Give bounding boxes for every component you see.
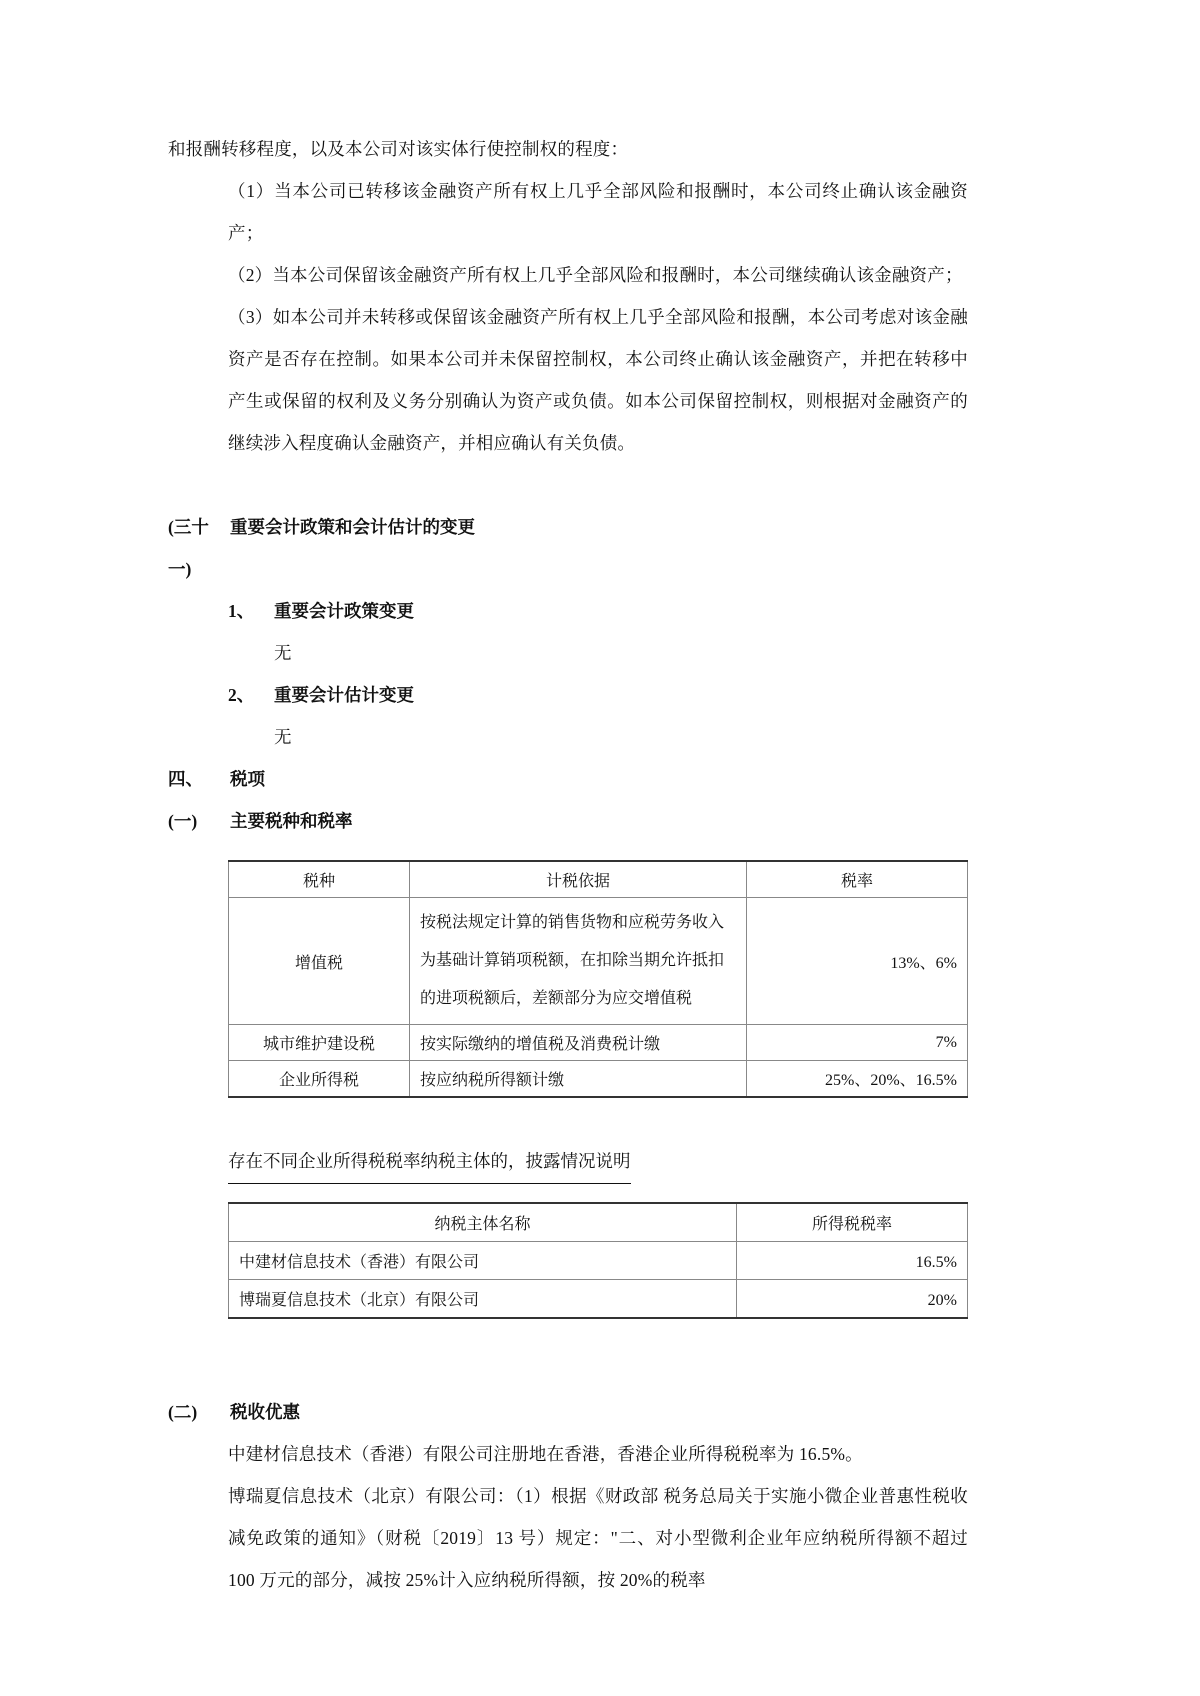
section-two-paragraph-1: 中建材信息技术（香港）有限公司注册地在香港，香港企业所得税税率为 16.5%。 (228, 1444, 863, 1464)
th-basis: 计税依据 (410, 861, 747, 898)
section-two-title: 税收优惠 (230, 1402, 300, 1422)
spacer (168, 464, 968, 506)
section-31-number: (三十一) (168, 517, 209, 579)
section-two-heading (168, 1391, 968, 1433)
tax-rate-table (228, 860, 968, 1098)
cell-basis: 按应纳税所得额计缴 (410, 1061, 747, 1098)
cell-rate: 13%、6% (747, 898, 968, 1025)
section-four-number: 四、 (168, 769, 203, 789)
disclosure-note: 存在不同企业所得税税率纳税主体的，披露情况说明 (228, 1140, 631, 1184)
list-item-3: （3）如本公司并未转移或保留该金融资产所有权上几乎全部风险和报酬，本公司考虑对该金融资产是否存在控制。如果本公司并未保留控制权，本公司终止确认该金融资产，并把在转移中产生或保留的权利及义务分别确认为资产或负债。如本公司保留控制权，则根据对金融资产的继续涉入程度确认金融资产，并相应确认有关负债。 (228, 307, 968, 453)
spacer (168, 1098, 968, 1140)
cell-rate: 7% (747, 1025, 968, 1061)
table-row (229, 1242, 968, 1280)
intro-paragraph: 和报酬转移程度，以及本公司对该实体行使控制权的程度： (168, 139, 629, 159)
table-header-row (229, 1203, 968, 1242)
tax-subject-table (228, 1202, 968, 1319)
section-31-sub-2-title: 重要会计估计变更 (274, 685, 414, 705)
section-31-title: 重要会计政策和会计估计的变更 (230, 517, 475, 537)
th-income-tax-rate: 所得税税率 (737, 1203, 968, 1242)
list-item-1: （1）当本公司已转移该金融资产所有权上几乎全部风险和报酬时，本公司终止确认该金融资产； (228, 181, 968, 243)
cell-income-tax-rate: 20% (737, 1280, 968, 1319)
section-one-title: 主要税种和税率 (230, 811, 353, 831)
cell-tax-type: 企业所得税 (229, 1061, 410, 1098)
cell-basis: 按税法规定计算的销售货物和应税劳务收入为基础计算销项税额，在扣除当期允许抵扣的进项税额后，差额部分为应交增值税 (410, 898, 747, 1025)
cell-basis: 按实际缴纳的增值税及消费税计缴 (410, 1025, 747, 1061)
table-row (229, 1061, 968, 1098)
section-four-heading (168, 758, 968, 800)
disclosure-note-wrap (168, 1140, 968, 1184)
table-row (229, 1025, 968, 1061)
spacer (168, 1361, 968, 1391)
cell-rate: 25%、20%、16.5% (747, 1061, 968, 1098)
table-row (229, 898, 968, 1025)
cell-subject-name: 中建材信息技术（香港）有限公司 (229, 1242, 737, 1280)
spacer (168, 842, 968, 860)
th-subject-name: 纳税主体名称 (229, 1203, 737, 1242)
section-two-number: (二) (168, 1402, 198, 1422)
cell-subject-name: 博瑞夏信息技术（北京）有限公司 (229, 1280, 737, 1319)
cell-tax-type: 增值税 (229, 898, 410, 1025)
document-body (168, 128, 968, 1601)
section-31-sub-1-number: 1、 (228, 601, 255, 621)
section-31-sub-2-heading (228, 674, 968, 716)
section-31-sub-2-content: 无 (274, 727, 292, 747)
table-row (229, 1280, 968, 1319)
section-31-heading (168, 506, 968, 590)
section-one-heading (168, 800, 968, 842)
th-tax-type: 税种 (229, 861, 410, 898)
section-four-title: 税项 (230, 769, 265, 789)
section-31-sub-1-heading (228, 590, 968, 632)
section-31-sub-1-content: 无 (274, 643, 292, 663)
cell-income-tax-rate: 16.5% (737, 1242, 968, 1280)
list-item-2: （2）当本公司保留该金融资产所有权上几乎全部风险和报酬时，本公司继续确认该金融资产； (228, 265, 963, 285)
section-31-sub-2-number: 2、 (228, 685, 255, 705)
section-31-sub-1-title: 重要会计政策变更 (274, 601, 414, 621)
section-two-paragraph-2: 博瑞夏信息技术（北京）有限公司：（1）根据《财政部 税务总局关于实施小微企业普惠性税收减免政策的通知》（财税〔2019〕13 号）规定："二、对小型微利企业年应纳税所得额不超过 100 万元的部分，减按 25%计入应纳税所得额，按 20%的税率 (228, 1486, 968, 1590)
section-one-number: (一) (168, 811, 198, 831)
spacer (168, 1184, 968, 1202)
cell-tax-type: 城市维护建设税 (229, 1025, 410, 1061)
spacer (168, 1319, 968, 1361)
table-header-row (229, 861, 968, 898)
th-rate: 税率 (747, 861, 968, 898)
